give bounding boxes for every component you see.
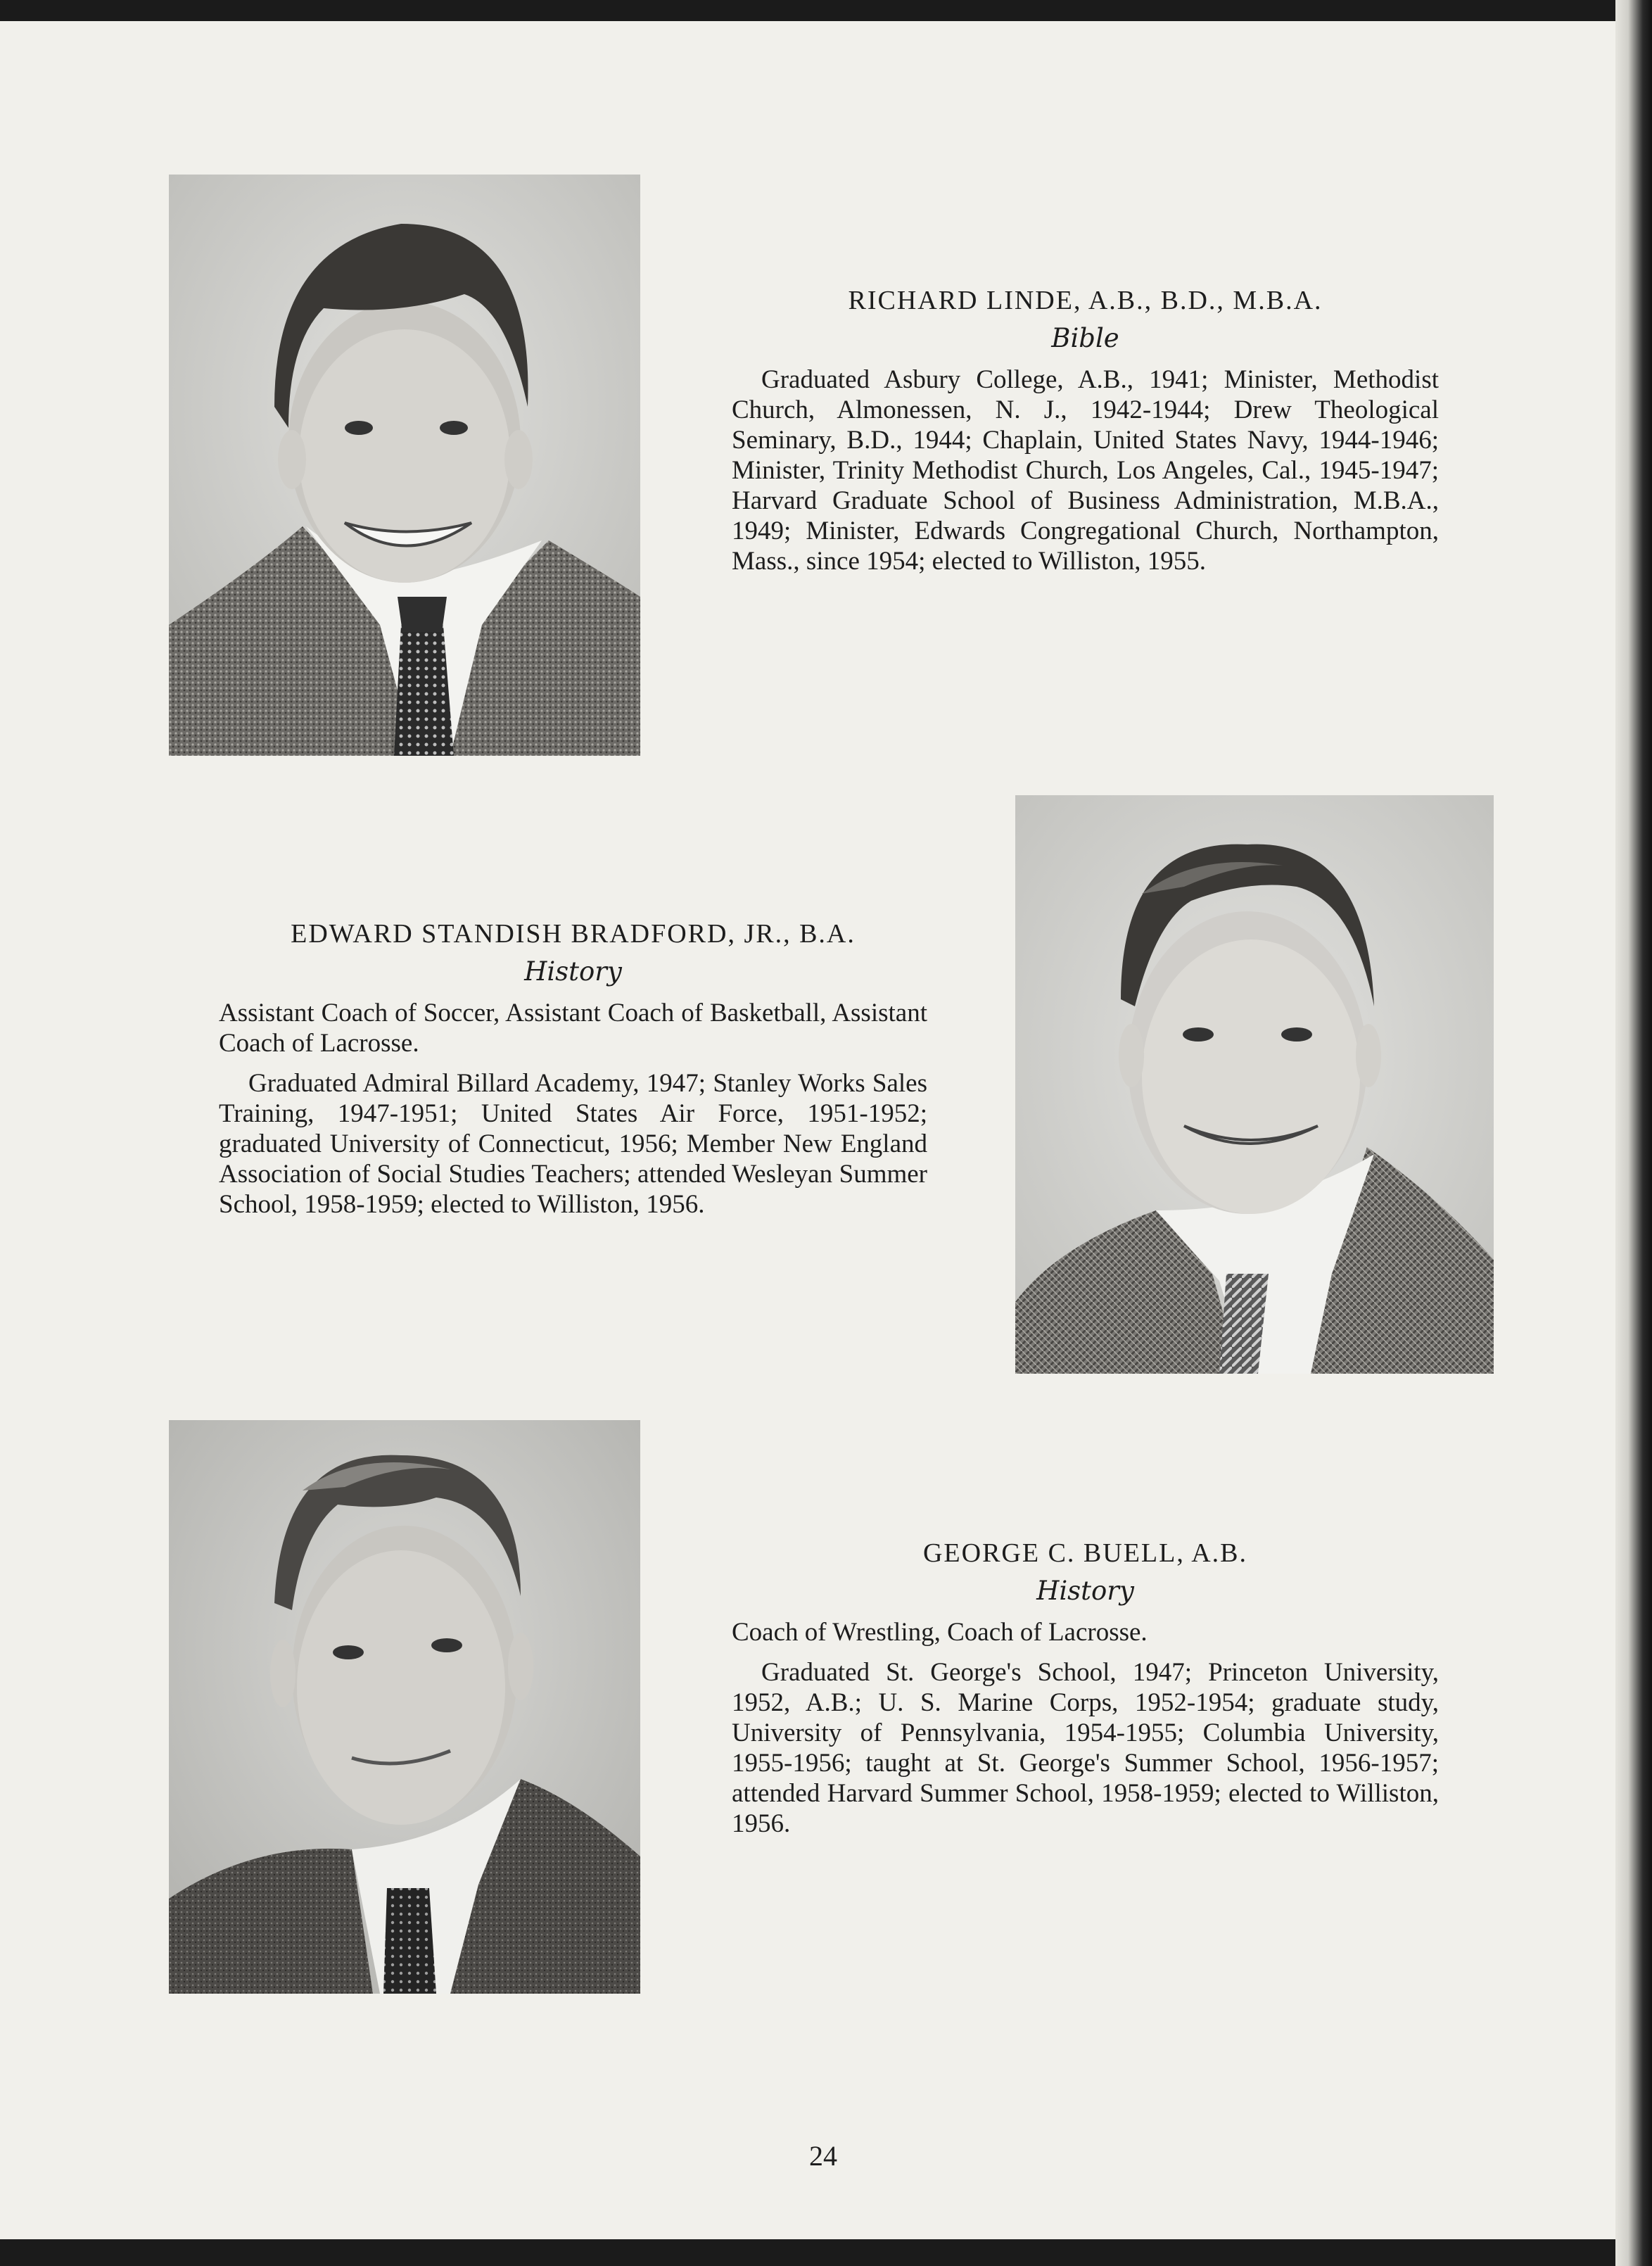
faculty-entry-linde xyxy=(732,285,1439,586)
page-number: 24 xyxy=(809,2140,837,2172)
faculty-subject: History xyxy=(524,956,622,987)
faculty-subject: Bible xyxy=(1051,323,1119,353)
faculty-bio: Graduated St. George's School, 1947; Princeton University, 1952, A.B.; U. S. Marine Corps, 1952-1954; graduate study, University of Pennsylvania, 1954-1955; Columbia University, 1955-1956; taught at St. George's Summer School, 1956-1957; attended Harvard Summer School, 1958-1959; elected to Williston, 1956. xyxy=(732,1658,1439,1838)
book-spine-edge xyxy=(1615,0,1652,2266)
faculty-bio: Graduated Admiral Billard Academy, 1947; Stanley Works Sales Training, 1947-1951; United States Air Force, 1951-1952; graduated University of Connecticut, 1956; Member New England Association of Social Studies Teachers; attended Wesleyan Summer School, 1958-1959; elected to Williston, 1956. xyxy=(219,1069,927,1219)
faculty-subject: History xyxy=(1036,1576,1134,1606)
faculty-coaching: Coach of Wrestling, Coach of Lacrosse. xyxy=(732,1618,1148,1647)
faculty-name: EDWARD STANDISH BRADFORD, JR., B.A. xyxy=(291,919,856,949)
faculty-coaching: Assistant Coach of Soccer, Assistant Coach of Basketball, Assistant Coach of Lacrosse. xyxy=(219,999,927,1058)
faculty-entry-bradford xyxy=(219,918,927,1229)
faculty-name: GEORGE C. BUELL, A.B. xyxy=(922,1538,1248,1568)
portrait-edward-bradford xyxy=(1015,795,1494,1374)
portrait-george-buell xyxy=(169,1420,640,1994)
faculty-bio: Graduated Asbury College, A.B., 1941; Minister, Methodist Church, Almonessen, N. J., 1942-1944; Drew Theological Seminary, B.D., 1944; Chaplain, United States Navy, 1944-1946; Minister, Trinity Methodist Church, Los Angeles, Cal., 1945-1947; Harvard Graduate School of Business Administration, M.B.A., 1949; Minister, Edwards Congregational Church, Northampton, Mass., since 1954; elected to Williston, 1955. xyxy=(732,365,1439,576)
portrait-richard-linde xyxy=(169,175,640,756)
faculty-name: RICHARD LINDE, A.B., B.D., M.B.A. xyxy=(848,286,1323,315)
faculty-entry-buell xyxy=(732,1538,1439,1849)
